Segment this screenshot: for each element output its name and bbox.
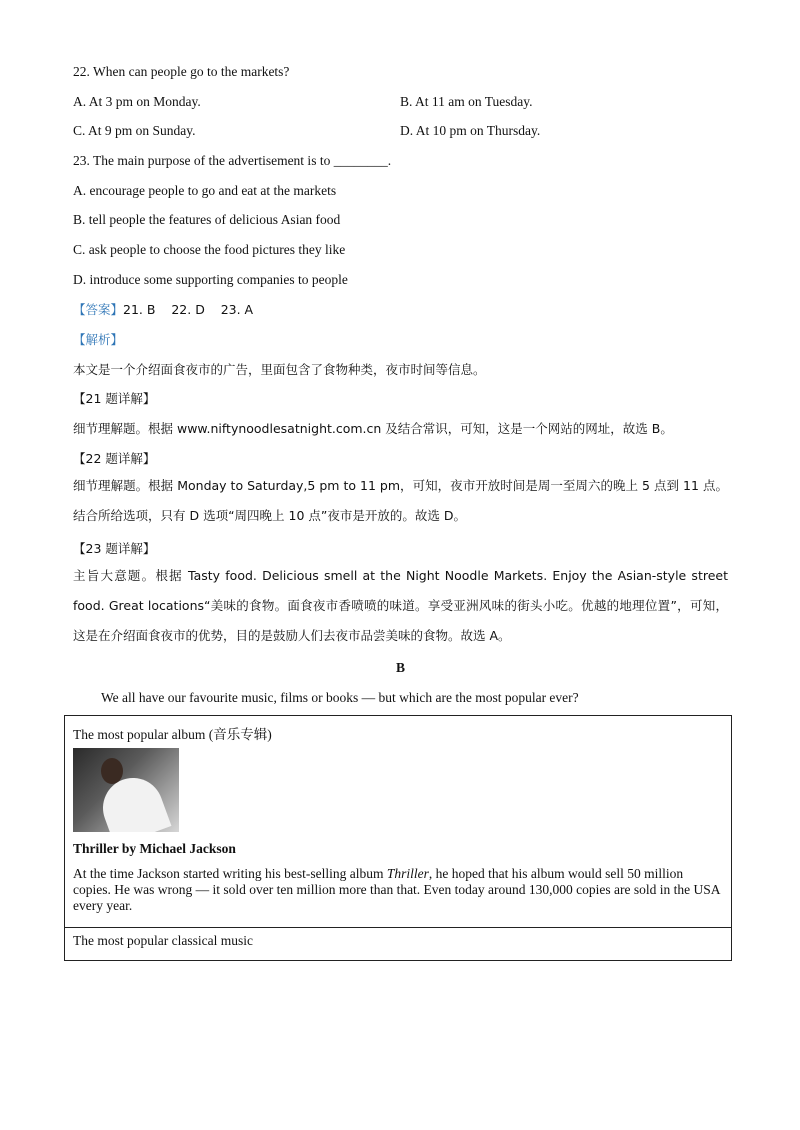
- section-b-intro: We all have our favourite music, films or books — but which are the most popular ever?: [101, 690, 579, 705]
- album-row: [65, 716, 731, 928]
- option-23-b: B. tell people the features of delicious Asian food: [73, 212, 341, 227]
- album-title-italic: Thriller: [386, 866, 429, 881]
- album-heading: The most popular album (音乐专辑): [73, 727, 272, 742]
- question-23: 23. The main purpose of the advertisement is to ________.: [73, 153, 392, 168]
- option-22-b: B. At 11 am on Tuesday.: [400, 94, 533, 109]
- answer-line: [73, 300, 253, 318]
- detail-21-heading: 【21 题详解】: [73, 391, 156, 406]
- section-b-letter: B: [395, 660, 405, 675]
- album-text-part-1: At the time Jackson started writing his best-selling album: [73, 866, 387, 881]
- detail-23-text: 主旨大意题。根据 Tasty food. Delicious smell at the Night Noodle Markets. Enjoy the Asian-style street food. Great locations“美味的食物。面食夜市香喷喷的味道。享受亚洲风味的街头小吃。优越的地理位置”，可知，这是在介绍面食夜市的优势，目的是鼓励人们去夜市品尝美味的食物。故选 A。: [73, 568, 728, 643]
- detail-23-heading: 【23 题详解】: [73, 541, 156, 556]
- option-23-c: C. ask people to choose the food pictures they like: [73, 242, 346, 257]
- popular-works-table: [64, 715, 732, 961]
- answer-text: 21. B 22. D 23. A: [123, 302, 254, 317]
- option-22-c: C. At 9 pm on Sunday.: [73, 123, 196, 138]
- album-text-part-2: , he hoped that his album would sell 50 million copies. He was wrong — it sold over ten million more than that. Even today around 130,000 copies are sold in the USA every year.: [73, 866, 720, 913]
- detail-21-text: 细节理解题。根据 www.niftynoodlesatnight.com.cn 及结合常识，可知，这是一个网站的网址，故选 B。: [73, 421, 673, 436]
- question-22: 22. When can people go to the markets?: [73, 64, 290, 79]
- classical-heading: The most popular classical music: [73, 933, 253, 948]
- album-description: [73, 866, 723, 914]
- analysis-summary: 本文是一个介绍面食夜市的广告，里面包含了食物种类，夜市时间等信息。: [73, 362, 486, 377]
- detail-22-text: 细节理解题。根据 Monday to Saturday,5 pm to 11 pm，可知，夜市开放时间是周一至周六的晚上 5 点到 11 点。结合所给选项，只有 D 选项“周四晚上 10 点”夜市是开放的。故选 D。: [73, 478, 728, 523]
- option-23-a: A. encourage people to go and eat at the markets: [73, 183, 337, 198]
- answer-label: 【答案】: [73, 302, 124, 317]
- album-title: Thriller by Michael Jackson: [73, 841, 236, 856]
- thriller-album-cover-image: [73, 748, 179, 832]
- option-22-d: D. At 10 pm on Thursday.: [400, 123, 541, 138]
- detail-22-heading: 【22 题详解】: [73, 451, 156, 466]
- option-23-d: D. introduce some supporting companies to people: [73, 272, 348, 287]
- option-22-a: A. At 3 pm on Monday.: [73, 94, 201, 109]
- analysis-label: 【解析】: [73, 332, 124, 347]
